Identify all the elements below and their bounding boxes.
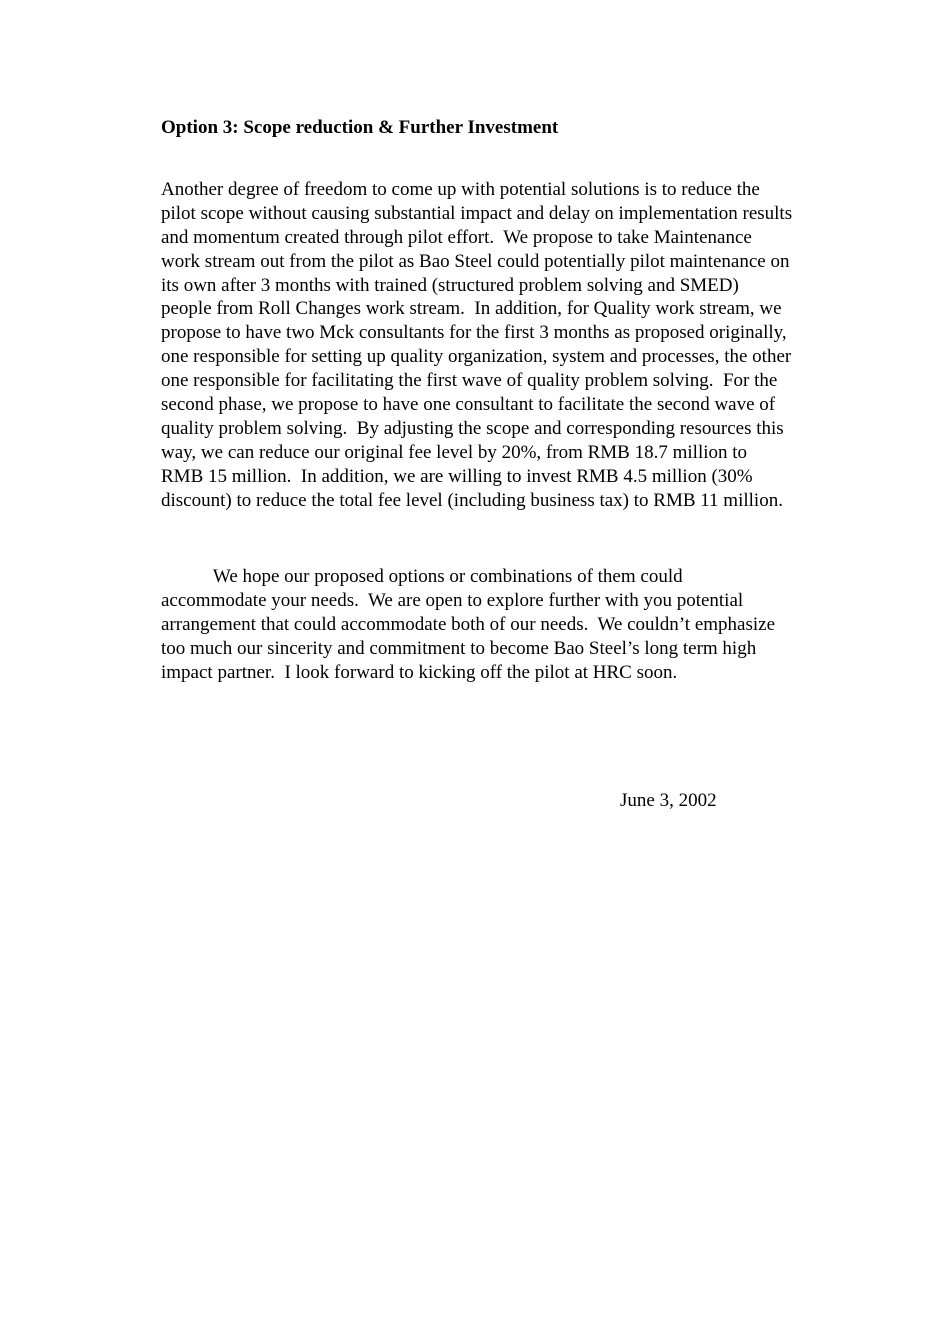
paragraph-line: one responsible for setting up quality organization, system and processes, the other [161,346,792,368]
paragraph-line: discount) to reduce the total fee level (including business tax) to RMB 11 million. [161,489,783,511]
paragraph-line: propose to have two Mck consultants for the first 3 months as proposed originally, [161,322,787,344]
paragraph-line: its own after 3 months with trained (structured problem solving and SMED) [161,274,739,296]
paragraph-line: way, we can reduce our original fee level by 20%, from RMB 18.7 million to [161,441,748,463]
option-3-paragraph [161,154,792,513]
letter-date: June 3, 2002 [620,790,717,811]
paragraph-line: one responsible for facilitating the first wave of quality problem solving. For the [161,370,778,392]
paragraph-line: quality problem solving. By adjusting the scope and corresponding resources this [161,417,784,439]
paragraph-line: arrangement that could accommodate both of our needs. We couldn’t emphasize [161,613,776,635]
paragraph-line: second phase, we propose to have one consultant to facilitate the second wave of [161,394,776,416]
paragraph-line: pilot scope without causing substantial impact and delay on implementation results [161,202,793,224]
paragraph-line: Another degree of freedom to come up with potential solutions is to reduce the [161,178,760,200]
paragraph-line: accommodate your needs. We are open to explore further with you potential [161,589,744,611]
paragraph-line: impact partner. I look forward to kicking off the pilot at HRC soon. [161,661,678,683]
paragraph-line: We hope our proposed options or combinations of them could [161,565,683,587]
paragraph-line: RMB 15 million. In addition, we are willing to invest RMB 4.5 million (30% [161,465,753,487]
paragraph-line: work stream out from the pilot as Bao Steel could potentially pilot maintenance on [161,250,790,272]
paragraph-line: too much our sincerity and commitment to become Bao Steel’s long term high [161,637,757,659]
paragraph-line: people from Roll Changes work stream. In addition, for Quality work stream, we [161,298,782,320]
closing-paragraph [161,541,775,684]
section-heading: Option 3: Scope reduction & Further Investment [161,117,559,138]
paragraph-line: and momentum created through pilot effort. We propose to take Maintenance [161,226,752,248]
